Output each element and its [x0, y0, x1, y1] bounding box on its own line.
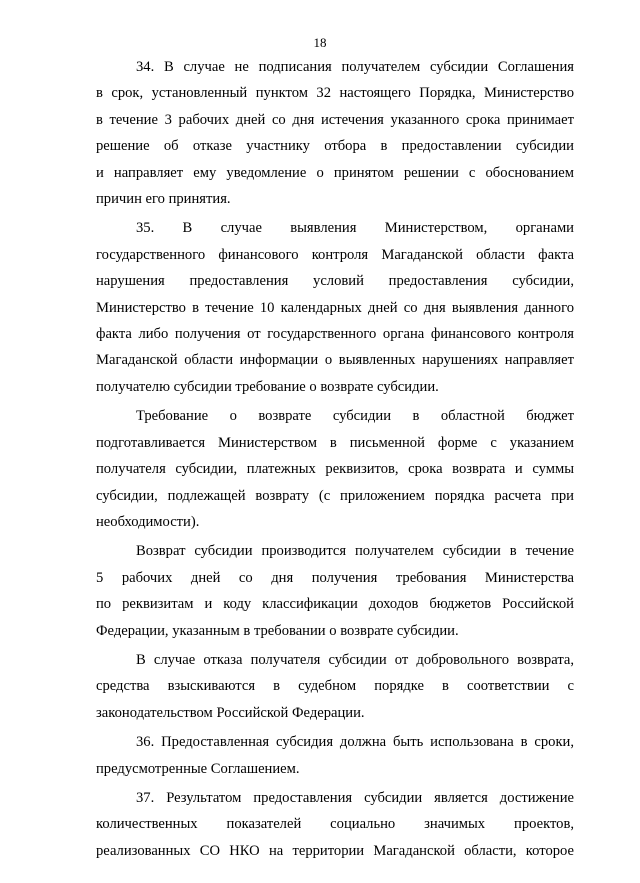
- paragraph-line: решение об отказе участнику отбора в предоставлении субсидии: [96, 138, 574, 155]
- paragraph-line: Федерации, указанным в требовании о возврате субсидии.: [96, 622, 459, 639]
- paragraph-line: количественных показателей социально значимых проектов,: [96, 816, 574, 833]
- paragraph-line: государственного финансового контроля Магаданской области факта: [96, 246, 574, 263]
- paragraph-line: получателя субсидии, платежных реквизитов, срока возврата и суммы: [96, 461, 574, 478]
- paragraph-line: 35. В случае выявления Министерством, органами: [136, 220, 574, 237]
- paragraph-return: [96, 538, 574, 644]
- paragraph-line: Требование о возврате субсидии в областной бюджет: [136, 408, 574, 425]
- paragraph-line: В случае отказа получателя субсидии от добровольного возврата,: [136, 651, 574, 668]
- paragraph-line: средства взыскиваются в судебном порядке в соответствии с: [96, 678, 574, 695]
- paragraph-demand: [96, 403, 574, 535]
- paragraph-line: 37. Результатом предоставления субсидии является достижение: [136, 789, 574, 806]
- paragraph-35: [96, 215, 574, 400]
- paragraph-line: 36. Предоставленная субсидия должна быть использована в сроки,: [136, 734, 574, 751]
- paragraph-line: субсидии, подлежащей возврату (с приложением порядка расчета при: [96, 487, 574, 504]
- paragraph-line: Министерство в течение 10 календарных дней со дня выявления данного: [96, 299, 574, 316]
- paragraph-line: необходимости).: [96, 513, 200, 530]
- paragraph-line: факта либо получения от государственного органа финансового контроля: [96, 326, 574, 343]
- paragraph-line: по реквизитам и коду классификации доходов бюджетов Российской: [96, 596, 574, 613]
- paragraph-line: и направляет ему уведомление о принятом решении с обоснованием: [96, 164, 574, 181]
- paragraph-37: [96, 785, 574, 864]
- paragraph-34: [96, 54, 574, 212]
- paragraph-line: в течение 3 рабочих дней со дня истечения указанного срока принимает: [96, 111, 574, 128]
- paragraph-line: 5 рабочих дней со дня получения требования Министерства: [96, 569, 574, 586]
- paragraph-line: законодательством Российской Федерации.: [96, 704, 365, 721]
- paragraph-line: 34. В случае не подписания получателем субсидии Соглашения: [136, 59, 574, 75]
- paragraph-line: в срок, установленный пунктом 32 настоящего Порядка, Министерство: [96, 85, 574, 102]
- document-body: [96, 54, 574, 864]
- paragraph-line: предусмотренные Соглашением.: [96, 760, 300, 777]
- paragraph-36: [96, 729, 574, 782]
- paragraph-line: причин его принятия.: [96, 191, 231, 208]
- paragraph-line: подготавливается Министерством в письменной форме с указанием: [96, 434, 574, 451]
- paragraph-line: Магаданской области информации о выявленных нарушениях направляет: [96, 352, 574, 369]
- paragraph-line: реализованных СО НКО на территории Магаданской области, которое: [96, 842, 574, 859]
- page-number: 18: [313, 35, 327, 50]
- paragraph-line: Возврат субсидии производится получателем субсидии в течение: [136, 543, 574, 560]
- paragraph-line: получателю субсидии требование о возврате субсидии.: [96, 378, 439, 395]
- paragraph-line: нарушения предоставления условий предоставления субсидии,: [96, 273, 574, 290]
- paragraph-refusal: [96, 647, 574, 726]
